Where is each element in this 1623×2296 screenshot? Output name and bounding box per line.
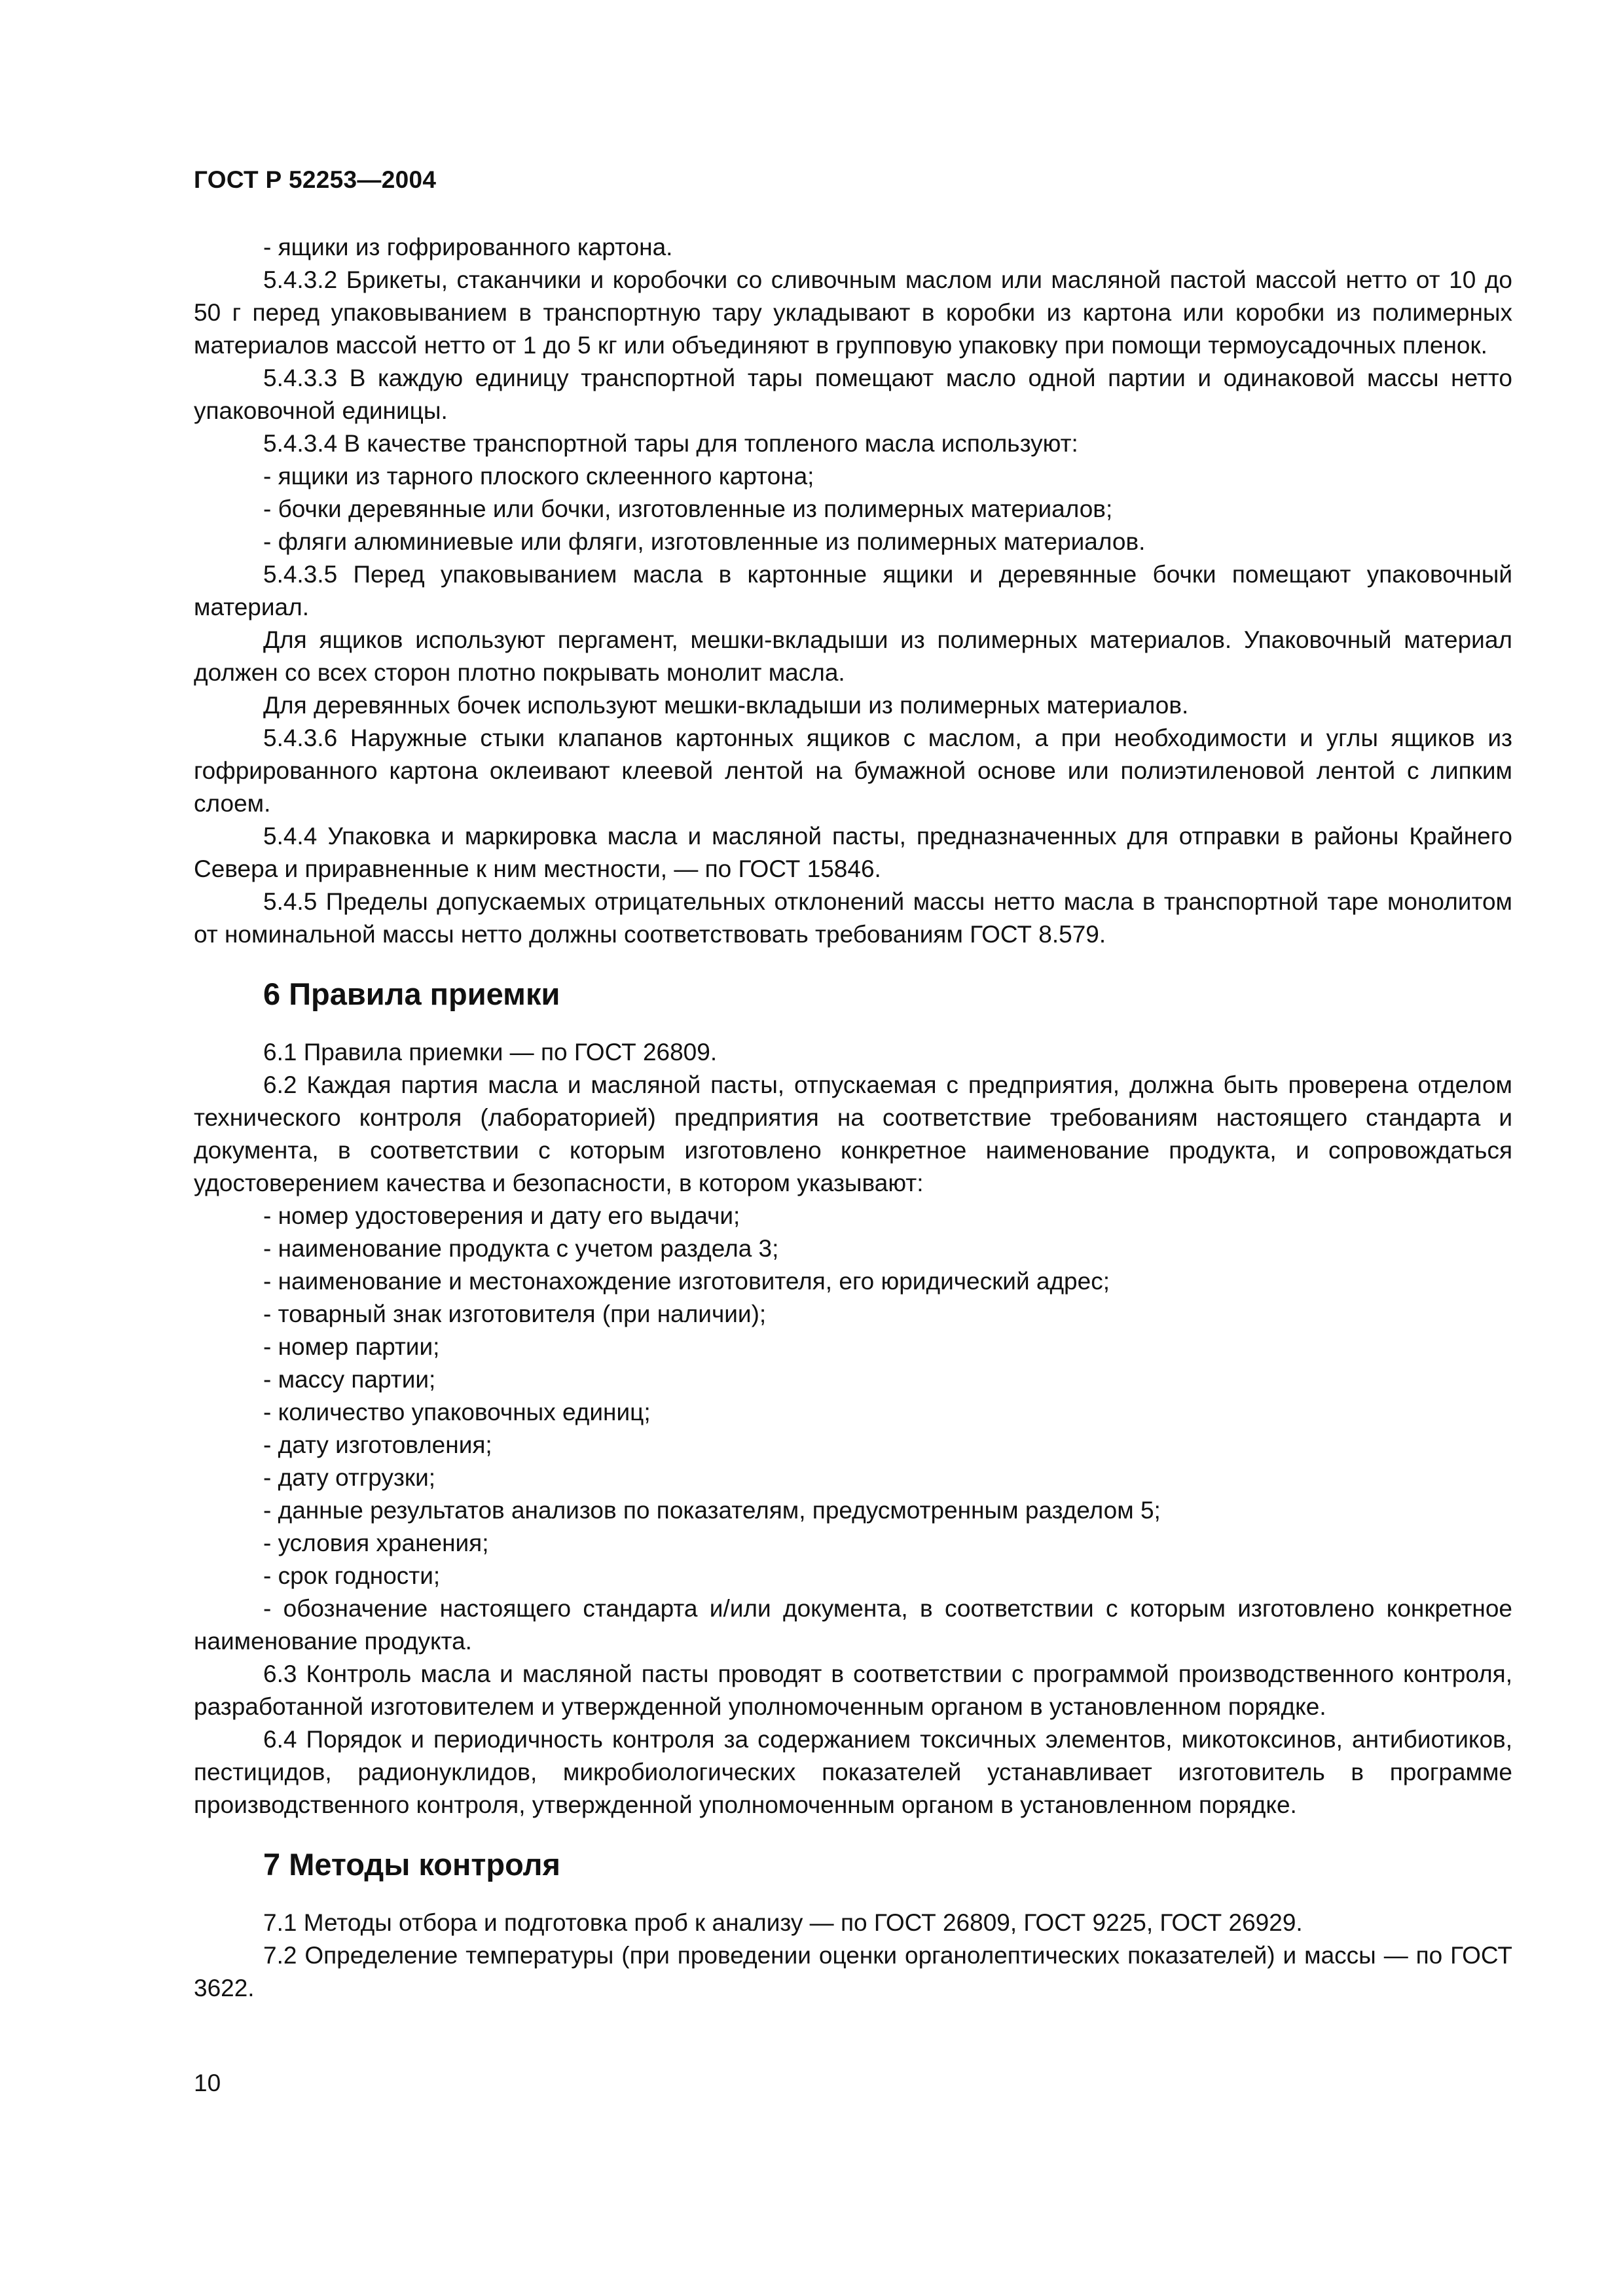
list-item: - дату отгрузки; — [263, 1464, 436, 1491]
paragraph: - обозначение настоящего стандарта и/или документа, в соответствии с которым изготовлено конкретное наименование продукта. — [194, 1595, 1512, 1655]
section-7-body — [194, 1907, 1512, 2005]
paragraph: 5.4.3.2 Брикеты, стаканчики и коробочки со сливочным маслом или масляной пастой массой нетто от 10 до 50 г перед упаковыванием в транспортную тару укладывают в коробки из картона или коробки из полимерных материалов массой нетто от 1 до 5 кг или объединяют в групповую упаковку при помощи термоусадочных пленок. — [194, 266, 1512, 359]
list-item: - бочки деревянные или бочки, изготовленные из полимерных материалов; — [263, 495, 1113, 522]
section-6-body — [194, 1036, 1512, 1821]
paragraph: 5.4.3.5 Перед упаковыванием масла в картонные ящики и деревянные бочки помещают упаковочный материал. — [194, 561, 1512, 620]
list-item: - данные результатов анализов по показателям, предусмотренным разделом 5; — [263, 1497, 1161, 1524]
list-item: - ящики из тарного плоского склеенного картона; — [263, 463, 814, 490]
paragraph: 6.3 Контроль масла и масляной пасты проводят в соответствии с программой производственного контроля, разработанной изготовителем и утвержденной уполномоченным органом в установленном порядке. — [194, 1660, 1512, 1720]
list-item: - дату изготовления; — [263, 1431, 492, 1458]
paragraph: 6.4 Порядок и периодичность контроля за содержанием токсичных элементов, микотоксинов, антибиотиков, пестицидов, радионуклидов, микробиологических показателей устанавливает изготовитель в программе производственного контроля, утвержденной уполномоченным органом в установленном порядке. — [194, 1726, 1512, 1818]
paragraph: 5.4.3.3 В каждую единицу транспортной тары помещают масло одной партии и одинаковой массы нетто упаковочной единицы. — [194, 365, 1512, 424]
document-header: ГОСТ Р 52253—2004 — [194, 166, 437, 193]
list-item: - наименование и местонахождение изготовителя, его юридический адрес; — [263, 1268, 1110, 1295]
list-item: - фляги алюминиевые или фляги, изготовленные из полимерных материалов. — [263, 528, 1146, 555]
section-5-continuation — [194, 231, 1512, 951]
list-item: - номер партии; — [263, 1333, 440, 1360]
section-7-title: 7 Методы контроля — [263, 1847, 560, 1882]
section-6-title: 6 Правила приемки — [263, 977, 560, 1011]
paragraph: Для деревянных бочек используют мешки-вкладыши из полимерных материалов. — [263, 692, 1189, 719]
paragraph: Для ящиков используют пергамент, мешки-вкладыши из полимерных материалов. Упаковочный материал должен со всех сторон плотно покрывать монолит масла. — [194, 626, 1512, 686]
list-item: - товарный знак изготовителя (при наличии); — [263, 1300, 767, 1327]
list-item: - наименование продукта с учетом раздела 3; — [263, 1235, 779, 1262]
list-item: - массу партии; — [263, 1366, 436, 1393]
paragraph: 5.4.3.6 Наружные стыки клапанов картонных ящиков с маслом, а при необходимости и углы ящиков из гофрированного картона оклеивают клеевой лентой на бумажной основе или полиэтиленовой лентой с липким слоем. — [194, 725, 1512, 817]
list-item: - ящики из гофрированного картона. — [263, 234, 673, 260]
document-body — [194, 231, 1512, 2005]
paragraph: 6.2 Каждая партия масла и масляной пасты, отпускаемая с предприятия, должна быть проверена отделом технического контроля (лабораторией) предприятия на соответствие требованиям настоящего стандарта и документа, в соответствии с которым изготовлено конкретное наименование продукта, и сопровождаться удостоверением качества и безопасности, в котором указывают: — [194, 1071, 1512, 1196]
list-item: - срок годности; — [263, 1562, 441, 1589]
paragraph: 7.1 Методы отбора и подготовка проб к анализу — по ГОСТ 26809, ГОСТ 9225, ГОСТ 26929. — [263, 1909, 1303, 1936]
page-number: 10 — [194, 2070, 221, 2096]
list-item: - условия хранения; — [263, 1530, 489, 1556]
list-item: - номер удостоверения и дату его выдачи; — [263, 1202, 740, 1229]
paragraph: 6.1 Правила приемки — по ГОСТ 26809. — [263, 1039, 718, 1066]
list-item: - количество упаковочных единиц; — [263, 1399, 651, 1426]
paragraph: 7.2 Определение температуры (при проведении оценки органолептических показателей) и массы — по ГОСТ 3622. — [194, 1942, 1512, 2001]
paragraph: 5.4.3.4 В качестве транспортной тары для топленого масла используют: — [263, 430, 1078, 457]
paragraph: 5.4.5 Пределы допускаемых отрицательных отклонений массы нетто масла в транспортной таре монолитом от номинальной массы нетто должны соответствовать требованиям ГОСТ 8.579. — [194, 888, 1512, 948]
paragraph: 5.4.4 Упаковка и маркировка масла и масляной пасты, предназначенных для отправки в районы Крайнего Севера и приравненные к ним местности, — по ГОСТ 15846. — [194, 823, 1512, 882]
